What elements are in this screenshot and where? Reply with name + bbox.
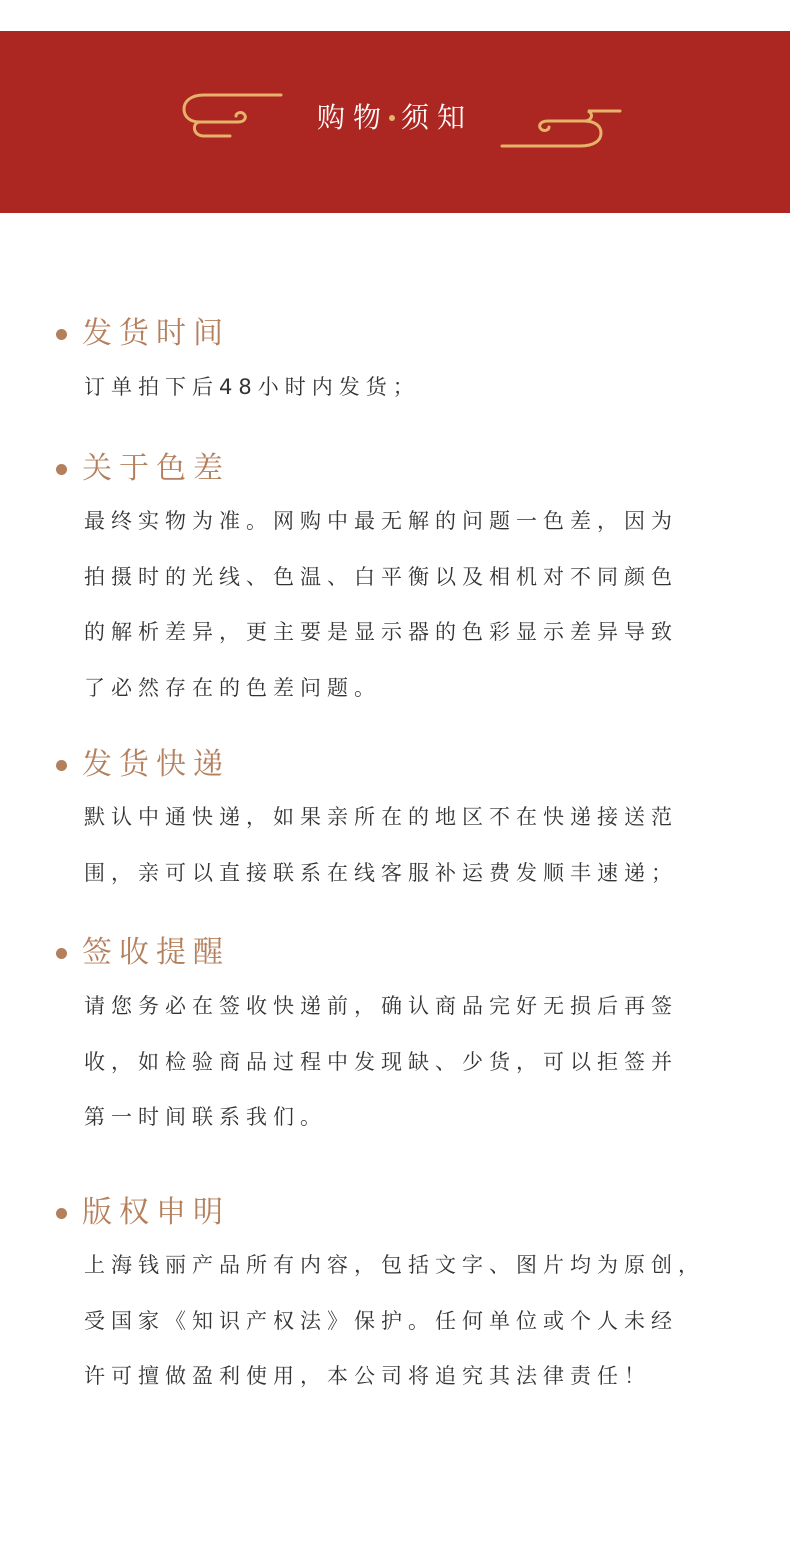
section-heading: 发货快递 [82,747,230,782]
section-body [84,979,734,1146]
body-line: 围，亲可以直接联系在线客服补运费发顺丰速递； [84,860,678,885]
body-line: 最终实物为准。网购中最无解的问题一色差，因为 [84,509,678,533]
section-body [84,1238,734,1405]
section-body [84,790,734,901]
body-line: 许可擅做盈利使用，本公司将追究其法律责任！ [84,1364,651,1388]
body-line: 默认中通快递，如果亲所在的地区不在快递接送范 [84,805,678,829]
section-body [84,494,734,716]
section-heading: 版权申明 [82,1195,230,1230]
body-line: 第一时间联系我们。 [84,1105,327,1129]
page-title [0,98,790,138]
section-bullet [56,1208,67,1219]
section-heading: 签收提醒 [82,935,230,970]
title-left: 购物 [316,101,389,134]
body-line: 了必然存在的色差问题。 [84,675,381,700]
section-body [84,360,734,416]
body-line: 受国家《知识产权法》保护。任何单位或个人未经 [84,1308,678,1333]
section-heading: 发货时间 [82,316,230,351]
section-bullet [56,464,67,475]
section-bullet [56,329,67,340]
section-bullet [56,760,67,771]
body-line: 上海钱丽产品所有内容，包括文字、图片均为原创， [84,1253,705,1277]
body-line: 收，如检验商品过程中发现缺、少货，可以拒签并 [84,1049,678,1074]
title-right: 须知 [401,101,474,134]
body-line: 订单拍下后48小时内发货； [84,375,420,399]
cloud-swirl-icon [500,106,625,152]
section-heading: 关于色差 [82,451,230,486]
body-line: 的解析差异，更主要是显示器的色彩显示差异导致 [84,620,678,644]
body-line: 拍摄时的光线、色温、白平衡以及相机对不同颜色 [84,564,678,589]
body-line: 请您务必在签收快递前，确认商品完好无损后再签 [84,994,678,1018]
section-bullet [56,948,67,959]
title-separator-dot [389,115,395,121]
